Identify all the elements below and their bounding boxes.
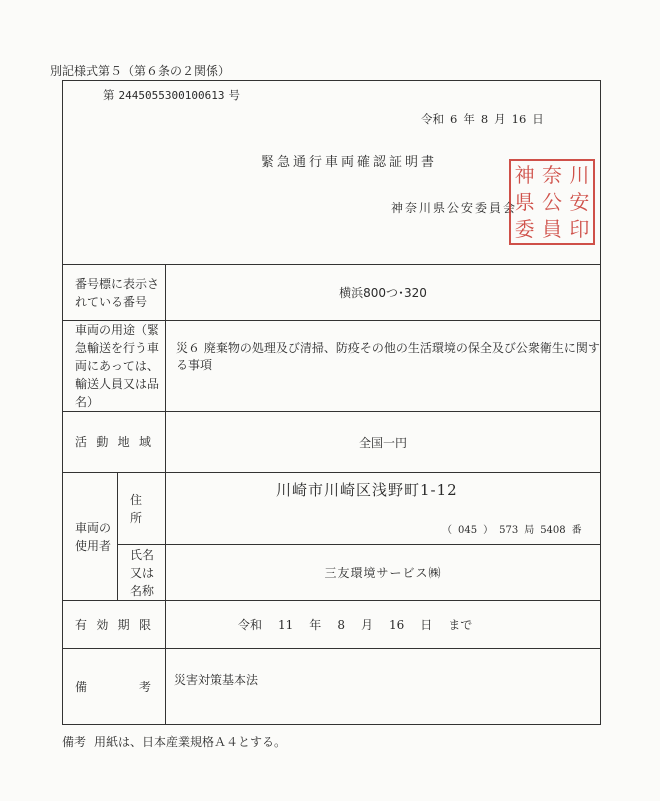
- remarks-value: 災害対策基本法: [166, 649, 601, 725]
- user-label: 車両の使用者: [63, 473, 118, 601]
- certificate-number: 第 2445055300100613 号: [103, 88, 240, 102]
- remarks-label: 備考: [63, 649, 166, 725]
- user-name: 三友環境サービス㈱: [166, 545, 601, 601]
- document-title: 緊急通行車両確認証明書: [261, 155, 438, 170]
- name-label: 氏名又は名称: [118, 545, 166, 601]
- footer-note: 備考 用紙は、日本産業規格Ａ４とする。: [62, 735, 287, 749]
- certificate-header: [63, 81, 601, 265]
- user-phone: （ 045 ） 573 局 5408 番: [442, 525, 582, 536]
- form-reference: 別記様式第５（第６条の２関係）: [50, 64, 231, 78]
- validity-label: 有効期限: [63, 601, 166, 649]
- plate-number: 横浜800つ･320: [166, 265, 601, 321]
- address-cell: [166, 473, 601, 545]
- activity-area: 全国一円: [166, 412, 601, 473]
- vehicle-purpose: 災６ 廃棄物の処理及び清掃、防疫その他の生活環境の保全及び公衆衛生に関する事項: [166, 321, 601, 412]
- official-seal: 神 奈 川 県 公 安 委 員 印: [509, 159, 595, 245]
- plate-label: 番号標に表示されている番号: [63, 265, 166, 321]
- certificate-form: [62, 80, 601, 725]
- user-address: 川崎市川崎区浅野町1-12: [276, 481, 458, 499]
- address-label: 住所: [118, 473, 166, 545]
- issue-date: 令和 6 年 8 月 16 日: [421, 112, 544, 126]
- issuer: 神奈川県公安委員会: [391, 201, 518, 215]
- validity-date: 令和 11 年 8 月 16 日 まで: [166, 601, 601, 649]
- purpose-label: 車両の用途（緊急輸送を行う車両にあっては、輸送人員又は品名）: [63, 321, 166, 412]
- area-label: 活動地域: [63, 412, 166, 473]
